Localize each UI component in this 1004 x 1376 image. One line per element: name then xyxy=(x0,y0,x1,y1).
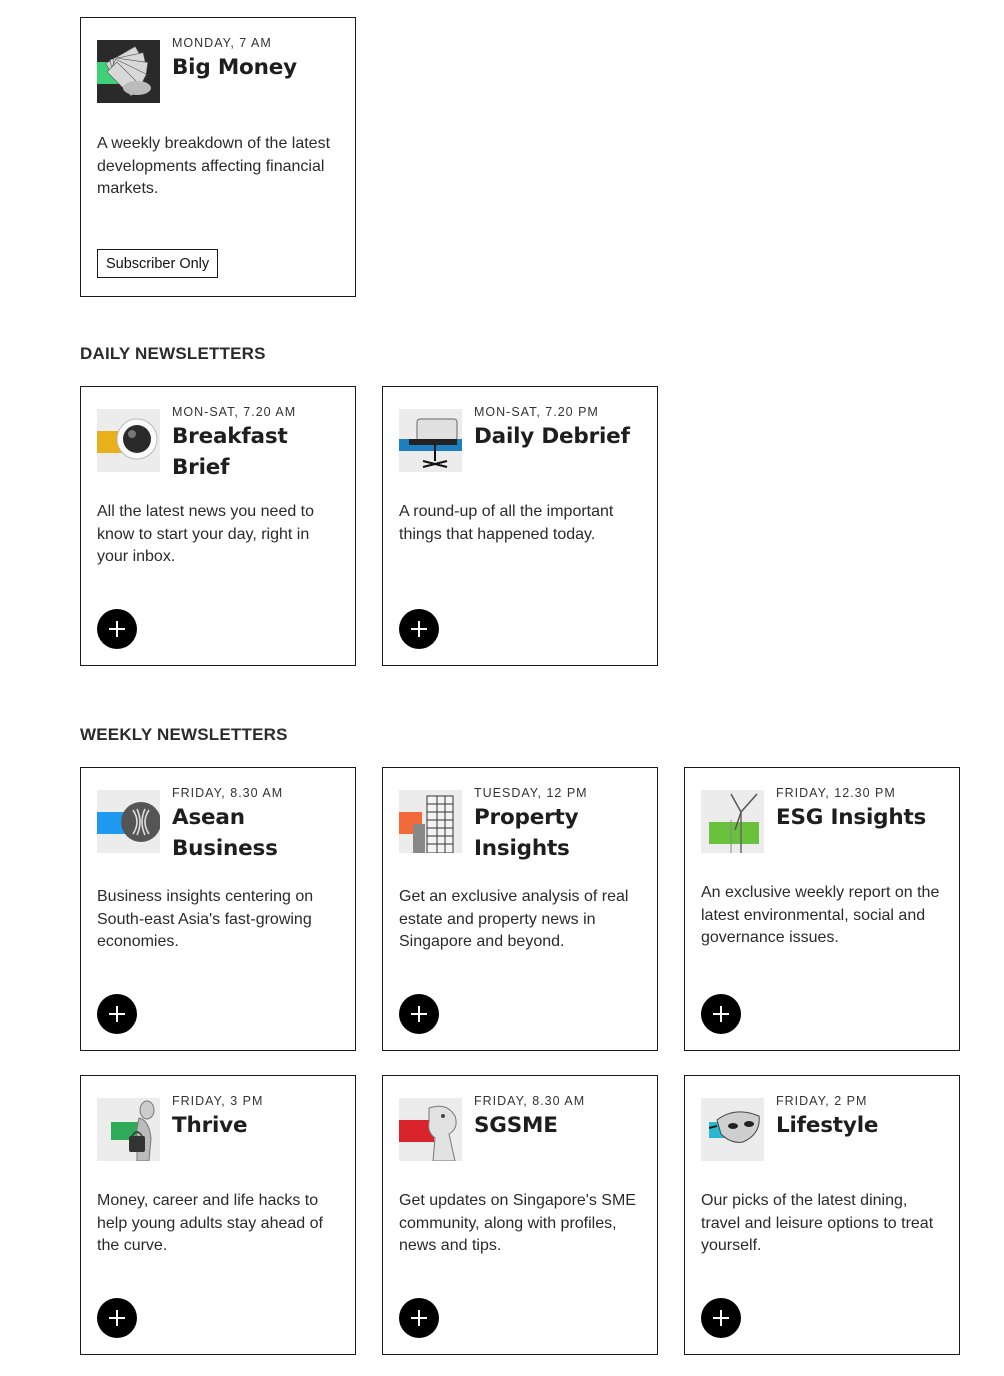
newsletter-card-asean-business xyxy=(80,767,356,1051)
newsletter-schedule: FRIDAY, 12.30 PM xyxy=(776,786,896,800)
coffee-cup-icon xyxy=(97,409,160,472)
newsletter-title: Big Money xyxy=(172,55,297,80)
newsletter-schedule: MON-SAT, 7.20 PM xyxy=(474,405,599,419)
newsletter-title: SGSME xyxy=(474,1113,558,1138)
newsletter-title: Thrive xyxy=(172,1113,248,1138)
newsletter-description: Get updates on Singapore's SME community, along with profiles, news and tips. xyxy=(399,1192,636,1254)
newsletter-description: Our picks of the latest dining, travel and leisure options to treat yourself. xyxy=(701,1192,934,1254)
newsletter-description: All the latest news you need to know to start your day, right in your inbox. xyxy=(97,503,315,565)
newsletter-title: ESG Insights xyxy=(776,805,927,830)
newsletter-card-daily-debrief xyxy=(382,386,658,666)
statue-with-bag-icon xyxy=(97,1098,160,1161)
newsletter-schedule: MONDAY, 7 AM xyxy=(172,36,272,50)
newsletter-card-thrive xyxy=(80,1075,356,1355)
newsletter-schedule: TUESDAY, 12 PM xyxy=(474,786,588,800)
subscribe-plus-button[interactable] xyxy=(399,994,439,1034)
subscribe-plus-button[interactable] xyxy=(701,994,741,1034)
subscribe-plus-button[interactable] xyxy=(97,609,137,649)
newsletter-description: Money, career and life hacks to help young adults stay ahead of the curve. xyxy=(97,1192,323,1254)
newsletter-schedule: MON-SAT, 7.20 AM xyxy=(172,405,297,419)
newsletter-card-esg-insights xyxy=(684,767,960,1051)
asean-logo-icon xyxy=(97,790,160,853)
newsletter-description: A round-up of all the important things that happened today. xyxy=(399,503,614,543)
newsletter-card-sgsme xyxy=(382,1075,658,1355)
newsletter-description: Get an exclusive analysis of real estate and property news in Singapore and beyond. xyxy=(399,888,629,950)
newsletter-description: A weekly breakdown of the latest developments affecting financial markets. xyxy=(97,135,331,197)
subscribe-plus-button[interactable] xyxy=(97,1298,137,1338)
office-chair-icon xyxy=(399,409,462,472)
money-fan-icon xyxy=(97,40,160,103)
newsletter-schedule: FRIDAY, 2 PM xyxy=(776,1094,868,1108)
newsletter-card-breakfast-brief xyxy=(80,386,356,666)
newsletter-title: Breakfast Brief xyxy=(172,424,288,480)
masquerade-mask-icon xyxy=(701,1098,764,1161)
newsletter-schedule: FRIDAY, 8.30 AM xyxy=(172,786,284,800)
section-heading-daily: DAILY NEWSLETTERS xyxy=(80,344,266,363)
newsletter-schedule: FRIDAY, 3 PM xyxy=(172,1094,264,1108)
newsletter-title: Asean Business xyxy=(172,805,278,861)
subscribe-plus-button[interactable] xyxy=(399,1298,439,1338)
newsletter-description: An exclusive weekly report on the latest environmental, social and governance issues. xyxy=(701,884,940,946)
newsletter-schedule: FRIDAY, 8.30 AM xyxy=(474,1094,586,1108)
newsletter-title: Lifestyle xyxy=(776,1113,879,1138)
building-icon xyxy=(399,790,462,853)
subscribe-plus-button[interactable] xyxy=(399,609,439,649)
newsletter-card-property-insights xyxy=(382,767,658,1051)
wind-turbine-icon xyxy=(701,790,764,853)
subscriber-only-button[interactable]: Subscriber Only xyxy=(97,249,218,278)
merlion-icon xyxy=(399,1098,462,1161)
newsletter-description: Business insights centering on South-east Asia's fast-growing economies. xyxy=(97,888,314,950)
newsletter-title: Property Insights xyxy=(474,805,579,861)
subscribe-plus-button[interactable] xyxy=(701,1298,741,1338)
newsletter-title: Daily Debrief xyxy=(474,424,630,449)
newsletter-card-lifestyle xyxy=(684,1075,960,1355)
section-heading-weekly: WEEKLY NEWSLETTERS xyxy=(80,725,288,744)
subscribe-plus-button[interactable] xyxy=(97,994,137,1034)
newsletter-card-big-money xyxy=(80,17,356,297)
